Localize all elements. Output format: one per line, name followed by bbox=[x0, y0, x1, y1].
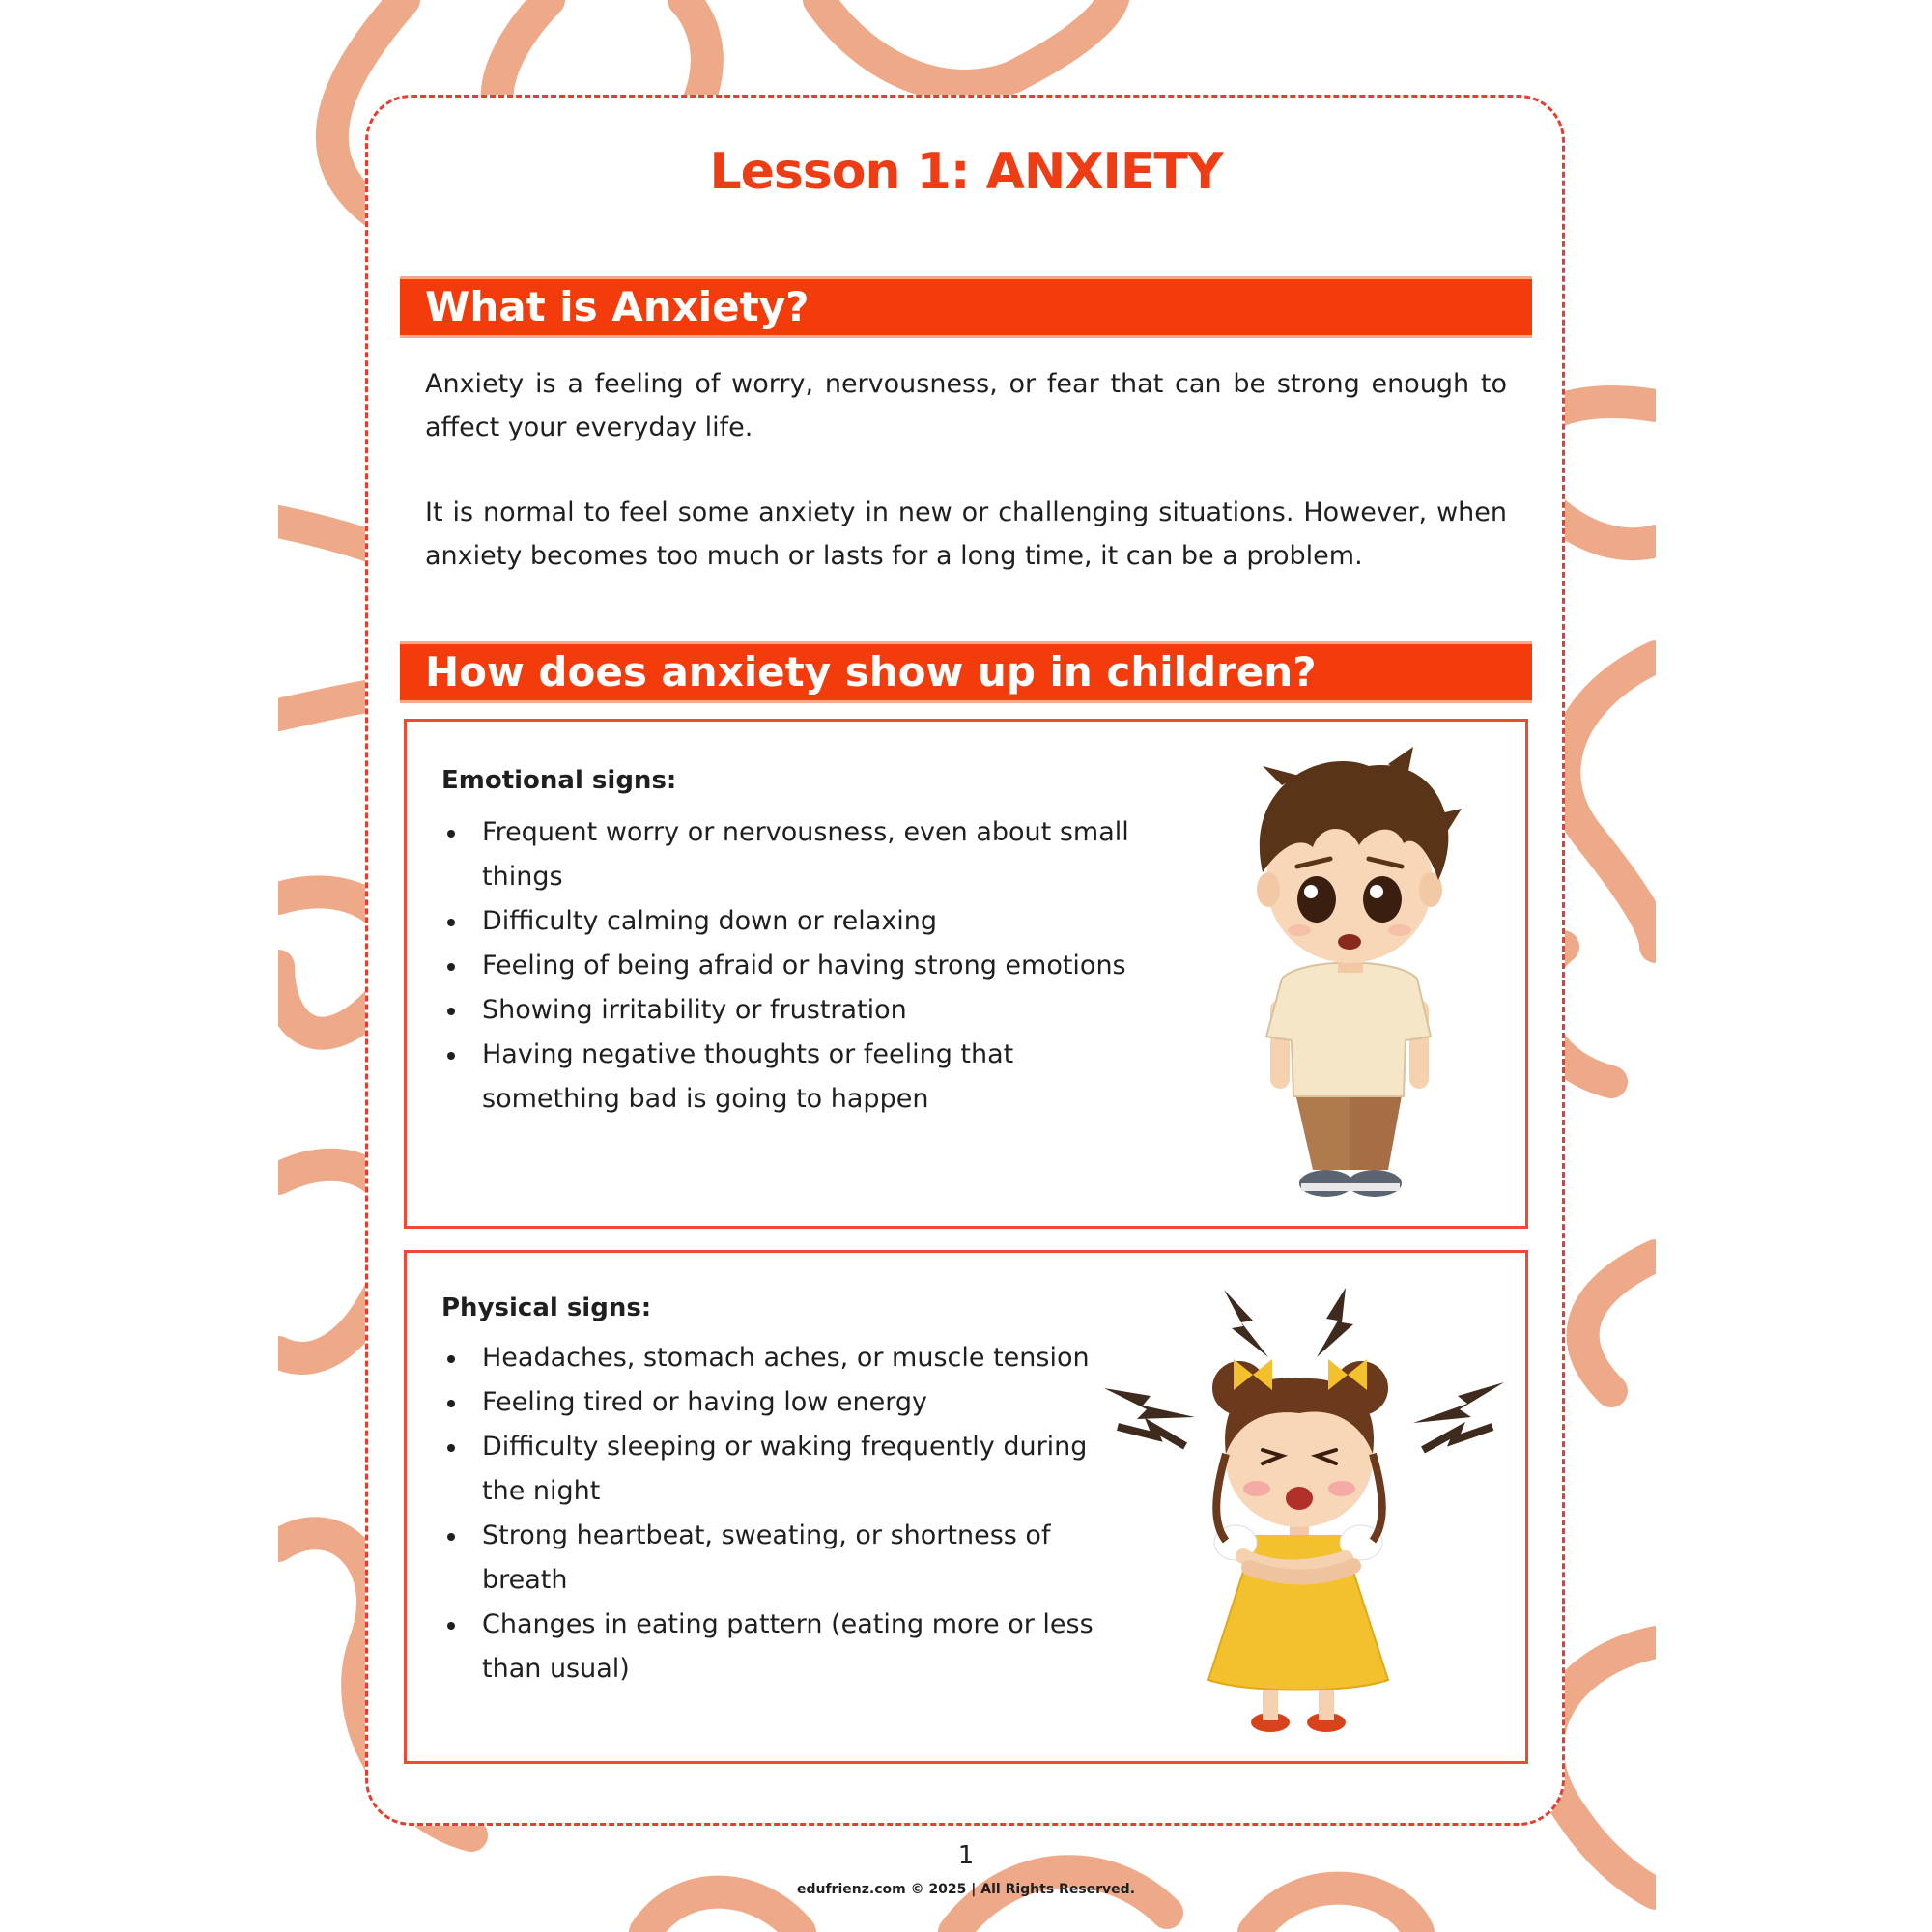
emotional-signs-heading: Emotional signs: bbox=[441, 766, 677, 795]
lightning-bolt-icon bbox=[1104, 1388, 1195, 1419]
list-item: Difficulty sleeping or waking frequently during the night bbox=[441, 1425, 1098, 1514]
emotional-signs-box bbox=[404, 719, 1528, 1229]
list-item: Having negative thoughts or feeling that something bad is going to happen bbox=[441, 1033, 1156, 1122]
lightning-bolt-icon bbox=[1317, 1288, 1353, 1357]
list-item: Frequent worry or nervousness, even about small things bbox=[441, 810, 1156, 899]
list-item: Headaches, stomach aches, or muscle tension bbox=[441, 1336, 1098, 1380]
copyright-footer: edufrienz.com © 2025 | All Rights Reserved. bbox=[796, 1882, 1136, 1897]
physical-signs-box bbox=[404, 1250, 1528, 1764]
list-item: Feeling of being afraid or having strong emotions bbox=[441, 944, 1156, 988]
page-number: 1 bbox=[957, 1841, 975, 1870]
list-item: Showing irritability or frustration bbox=[441, 988, 1156, 1033]
lesson-title: Lesson 1: ANXIETY bbox=[709, 143, 1223, 201]
section-heading-what-is-anxiety: What is Anxiety? bbox=[400, 276, 1532, 338]
worried-boy-illustration bbox=[1224, 747, 1475, 1210]
physical-signs-list bbox=[441, 1336, 1098, 1691]
list-item: Feeling tired or having low energy bbox=[441, 1380, 1098, 1425]
lightning-bolt-icon bbox=[1224, 1290, 1268, 1357]
lightning-bolt-icon bbox=[1413, 1382, 1504, 1423]
paragraph-normal-anxiety: It is normal to feel some anxiety in new or challenging situations. However, when anxiety becomes too much or lasts for a long time, it can be a problem. bbox=[425, 497, 1507, 571]
list-item: Strong heartbeat, sweating, or shortness of breath bbox=[441, 1514, 1098, 1603]
emotional-signs-list bbox=[441, 810, 1156, 1122]
section-heading-how-anxiety-shows: How does anxiety show up in children? bbox=[400, 641, 1532, 703]
physical-signs-heading: Physical signs: bbox=[441, 1293, 652, 1322]
paragraph-definition: Anxiety is a feeling of worry, nervousness, or fear that can be strong enough to affect your everyday life. bbox=[425, 369, 1507, 442]
list-item: Changes in eating pattern (eating more or less than usual) bbox=[441, 1603, 1098, 1691]
anxious-girl-illustration bbox=[1098, 1282, 1510, 1746]
list-item: Difficulty calming down or relaxing bbox=[441, 899, 1156, 944]
